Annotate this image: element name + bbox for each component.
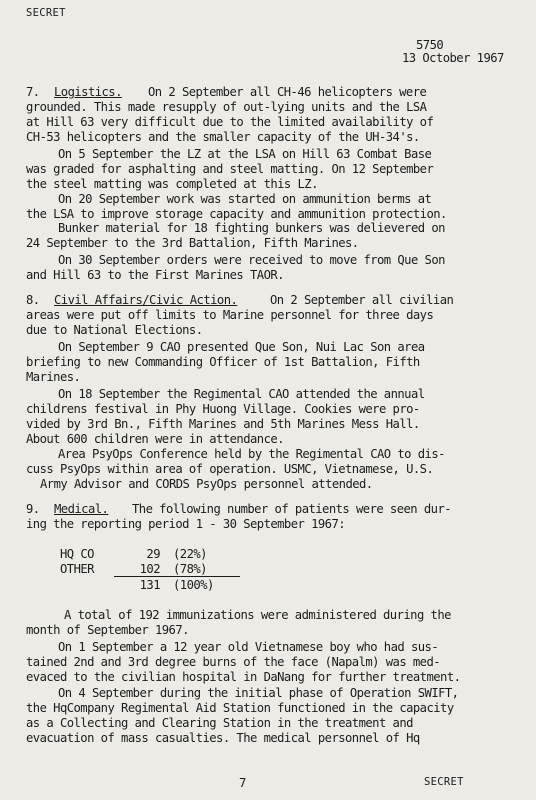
text-line: vided by 3rd Bn., Fifth Marines and 5th Marines Mess Hall. [26, 417, 420, 431]
text-line: the steel matting was completed at this LZ. [26, 177, 318, 191]
text-line: CH-53 helicopters and the smaller capacity of the UH-34's. [26, 130, 420, 144]
table-total-count: 131 [139, 578, 160, 592]
text-line: On 1 September a 12 year old Vietnamese boy who had sus- [58, 640, 439, 654]
classification-top: SECRET [26, 7, 66, 19]
text-line: childrens festival in Phy Huong Village. Cookies were pro- [26, 402, 420, 416]
table-count: 29 [146, 547, 160, 561]
text-line: at Hill 63 very difficult due to the limited availability of [26, 115, 434, 129]
table-unit: HQ CO [60, 547, 94, 561]
section-heading: Medical. [54, 502, 109, 516]
text-line: Area PsyOps Conference held by the Regimental CAO to dis- [58, 447, 445, 461]
text-line: briefing to new Commanding Officer of 1st Battalion, Fifth [26, 355, 420, 369]
table-percent: (78%) [173, 562, 207, 576]
text-line: areas were put off limits to Marine personnel for three days [26, 308, 434, 322]
text-line: evacuation of mass casualties. The medical personnel of Hq [26, 731, 420, 745]
total-rule [114, 576, 240, 577]
text-line: as a Collecting and Clearing Station in the treatment and [26, 716, 413, 730]
text-line: grounded. This made resupply of out-lying units and the LSA [26, 100, 427, 114]
section-number: 9. [26, 502, 40, 516]
section-heading: Logistics. [54, 85, 122, 99]
table-unit: OTHER [60, 562, 94, 576]
text-line: 24 September to the 3rd Battalion, Fifth Marines. [26, 236, 359, 250]
text-line: due to National Elections. [26, 323, 203, 337]
doc-date: 13 October 1967 [402, 51, 504, 65]
doc-number: 5750 [416, 38, 444, 52]
page-number: 7 [239, 776, 246, 790]
text-line: was graded for asphalting and steel matting. On 12 September [26, 162, 434, 176]
table-count: 102 [139, 562, 160, 576]
text-line: On 18 September the Regimental CAO attended the annual [58, 387, 425, 401]
text-line: A total of 192 immunizations were administered during the [64, 608, 451, 622]
section-number: 7. [26, 85, 40, 99]
text-line: cuss PsyOps within area of operation. USMC, Vietnamese, U.S. [26, 462, 434, 476]
text-line: Army Advisor and CORDS PsyOps personnel attended. [40, 477, 373, 491]
text-line: Marines. [26, 370, 81, 384]
text-line: On 20 September work was started on ammunition berms at [58, 192, 432, 206]
table-percent: (22%) [173, 547, 207, 561]
text-line: ing the reporting period 1 - 30 September 1967: [26, 517, 346, 531]
text-line: evaced to the civilian hospital in DaNang for further treatment. [26, 670, 461, 684]
section-heading: Civil Affairs/Civic Action. [54, 293, 238, 307]
text-line: On 5 September the LZ at the LSA on Hill 63 Combat Base [58, 147, 432, 161]
table-total-percent: (100%) [173, 578, 214, 592]
text-line: On 2 September all civilian [270, 293, 454, 307]
text-line: On September 9 CAO presented Que Son, Nui Lac Son area [58, 340, 425, 354]
text-line: On 30 September orders were received to move from Que Son [58, 253, 445, 267]
text-line: tained 2nd and 3rd degree burns of the face (Napalm) was med- [26, 655, 441, 669]
text-line: About 600 children were in attendance. [26, 432, 284, 446]
text-line: On 2 September all CH-46 helicopters were [148, 85, 427, 99]
text-line: and Hill 63 to the First Marines TAOR. [26, 268, 284, 282]
text-line: Bunker material for 18 fighting bunkers was delievered on [58, 221, 445, 235]
text-line: the LSA to improve storage capacity and ammunition protection. [26, 207, 447, 221]
classification-bottom: SECRET [424, 776, 464, 788]
text-line: the HqCompany Regimental Aid Station functioned in the capacity [26, 701, 454, 715]
text-line: The following number of patients were seen dur- [132, 502, 452, 516]
text-line: On 4 September during the initial phase of Operation SWIFT, [58, 686, 459, 700]
text-line: month of September 1967. [26, 623, 189, 637]
section-number: 8. [26, 293, 40, 307]
